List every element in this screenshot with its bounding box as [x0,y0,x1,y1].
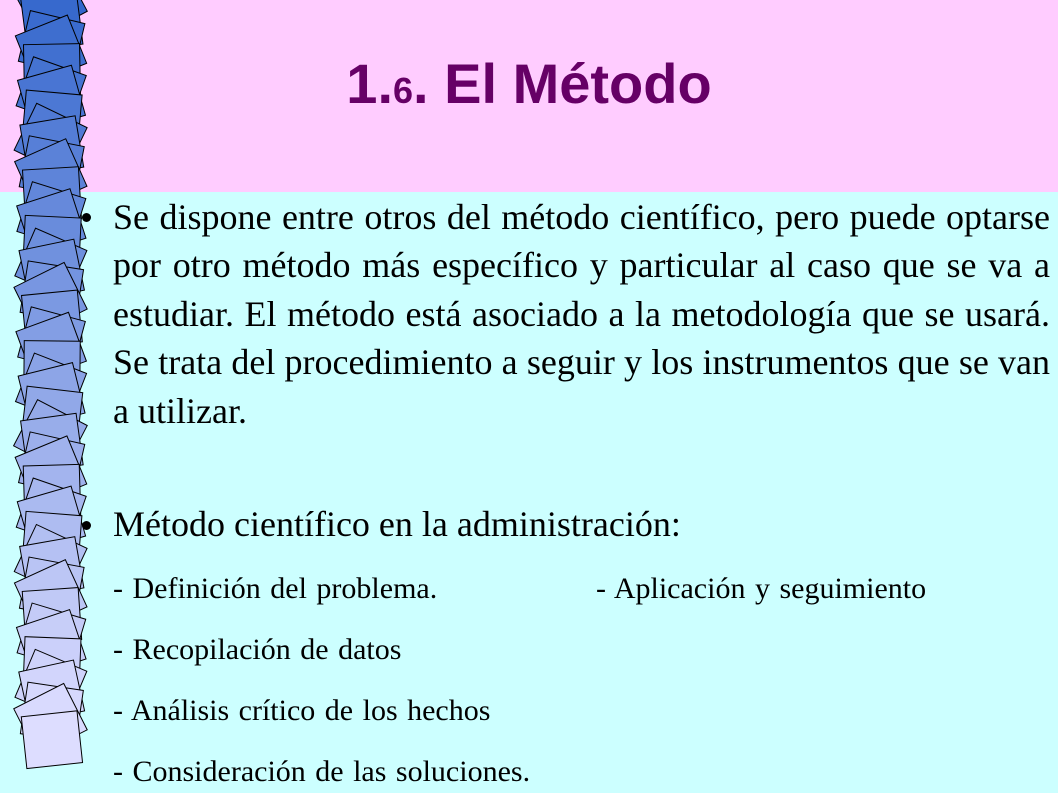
step-item: - Recopilación de datos [113,633,402,666]
bullet-dot [82,213,91,222]
page-title [0,52,1058,123]
title-number: 1. [346,52,393,115]
decorative-page [21,711,82,769]
step-item: - Definición del problema. [113,572,438,605]
step-item: - Aplicación y seguimiento [596,572,927,605]
bullet-dot [82,521,91,530]
title-subnumber: 6 [393,70,414,111]
paragraph-method-description: Se dispone entre otros del método científico, pero puede optarse por otro método más específico y particular al caso que se va a estudiar. El método está asociado a la metodología que se usará. Se trata del procedimiento a seguir y los instrumentos que se van a utilizar. [113,197,1050,431]
title-text: . El Método [413,52,712,115]
paragraph-steps-heading: Método científico en la administración: [113,504,681,544]
step-item: - Consideración de las soluciones. [113,755,531,788]
step-item: - Análisis crítico de los hechos [113,694,491,727]
